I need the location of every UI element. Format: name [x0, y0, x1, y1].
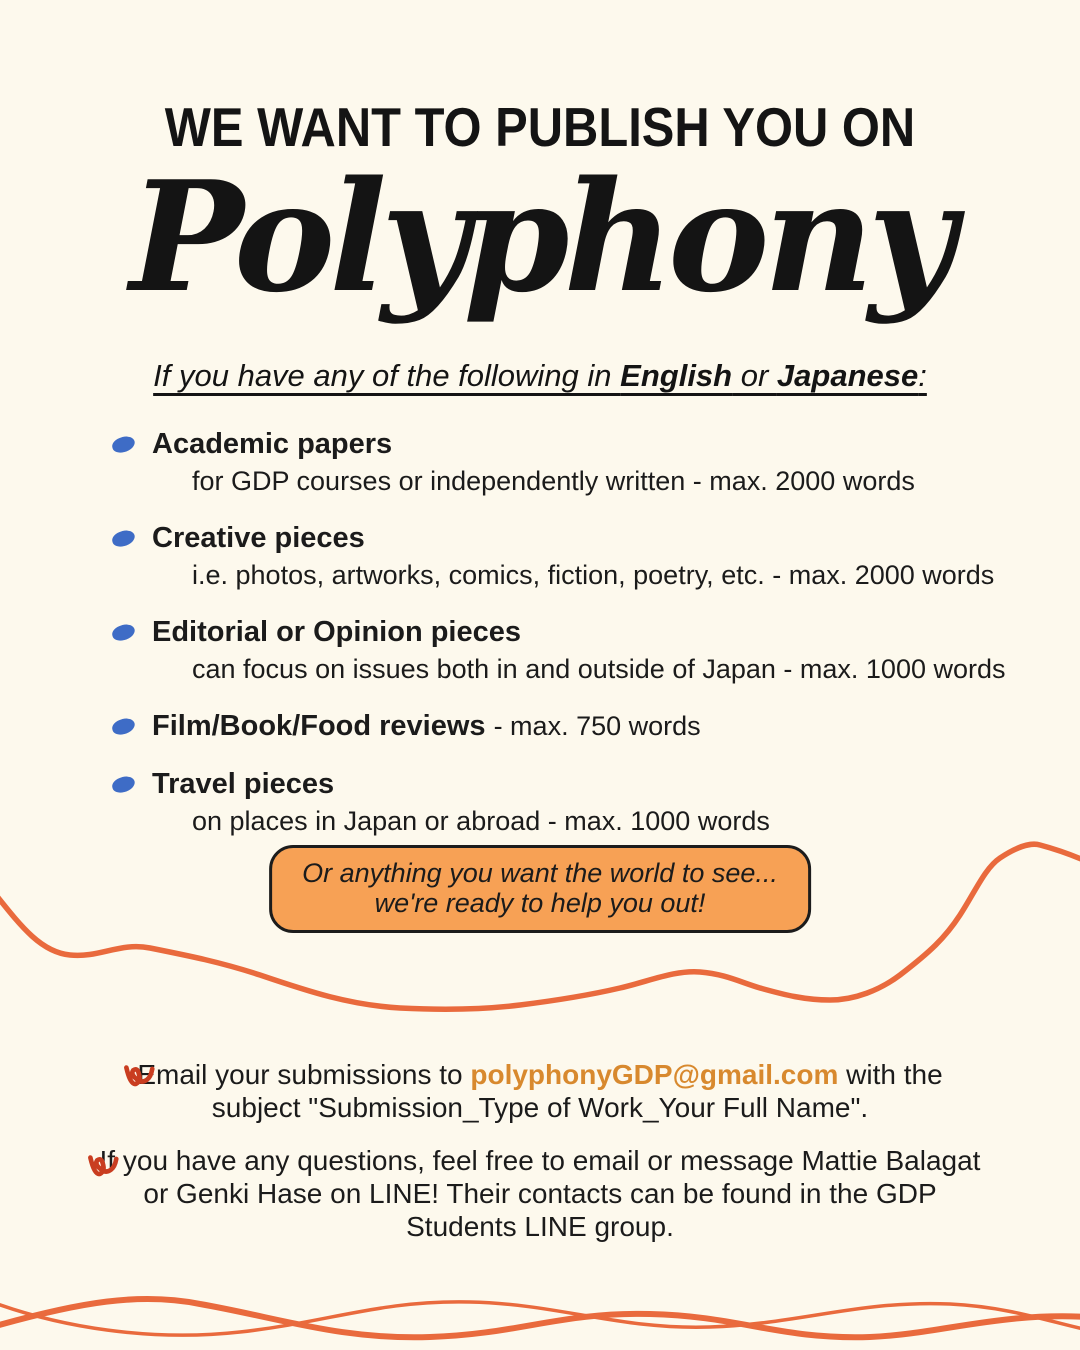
- list-item: [112, 616, 1022, 685]
- list-item-heading: Editorial or Opinion pieces: [152, 616, 521, 648]
- list-item: [112, 710, 1022, 743]
- list-item-heading: Travel pieces: [152, 768, 335, 800]
- wavy-divider-icon: [0, 820, 1080, 1030]
- submission-email-link[interactable]: polyphonyGDP@gmail.com: [470, 1059, 839, 1090]
- subtitle: [0, 358, 1080, 394]
- list-item-heading-row: [112, 710, 1022, 743]
- list-item: [112, 428, 1022, 497]
- list-item-heading: Film/Book/Food reviews: [152, 710, 486, 742]
- callout-line2: we're ready to help you out!: [374, 888, 706, 919]
- list-item-heading: Creative pieces: [152, 522, 365, 554]
- list-item-heading-suffix: - max. 750 words: [493, 711, 701, 741]
- list-item-detail: for GDP courses or independently written - max. 2000 words: [192, 466, 915, 496]
- paint-dab-bullet-icon: [111, 434, 137, 454]
- email-note-text: [135, 1058, 945, 1124]
- email-note-prefix: Email your submissions to: [137, 1059, 471, 1090]
- email-note: [0, 1058, 1080, 1124]
- email-note-suffix: with the subject "Submission_Type of Work_Your Full Name".: [211, 1059, 943, 1124]
- scribble-bullet-icon: [122, 1058, 158, 1088]
- list-item-detail: i.e. photos, artworks, comics, fiction, poetry, etc. - max. 2000 words: [192, 560, 995, 590]
- subtitle-bold-japanese: Japanese: [776, 358, 919, 393]
- list-item-detail: on places in Japan or abroad - max. 1000 words: [192, 806, 770, 836]
- polyphony-logo: Polyphony: [129, 147, 951, 326]
- page-title: WE WANT TO PUBLISH YOU ON: [164, 97, 916, 159]
- subtitle-part: :: [918, 358, 927, 393]
- list-item-heading-row: [112, 768, 1022, 801]
- list-item-heading: Academic papers: [152, 428, 393, 460]
- paint-dab-bullet-icon: [111, 622, 137, 642]
- list-item-detail: can focus on issues both in and outside of Japan - max. 1000 words: [192, 654, 1006, 684]
- list-item-heading-row: [112, 522, 1022, 555]
- paint-dab-bullet-icon: [111, 774, 137, 794]
- paint-dab-bullet-icon: [111, 528, 137, 548]
- list-item-heading-row: [112, 428, 1022, 461]
- questions-note: [0, 1144, 1080, 1243]
- subtitle-bold-english: English: [620, 358, 733, 393]
- callout-line1: Or anything you want the world to see...: [302, 858, 778, 888]
- questions-note-text: If you have any questions, feel free to email or message Mattie Balagat or Genki Hase on LINE! Their contacts can be found in the GDP Students LINE group.: [99, 1145, 981, 1243]
- paint-dab-bullet-icon: [111, 716, 137, 736]
- subtitle-part: or: [732, 358, 777, 393]
- list-item-heading-row: [112, 616, 1022, 649]
- bottom-wavy-lines-icon: [0, 1282, 1080, 1350]
- list-item: [112, 522, 1022, 591]
- subtitle-part: If you have any of the following in: [153, 358, 621, 393]
- scribble-bullet-icon: [86, 1148, 122, 1178]
- submission-types-list: [112, 428, 1022, 862]
